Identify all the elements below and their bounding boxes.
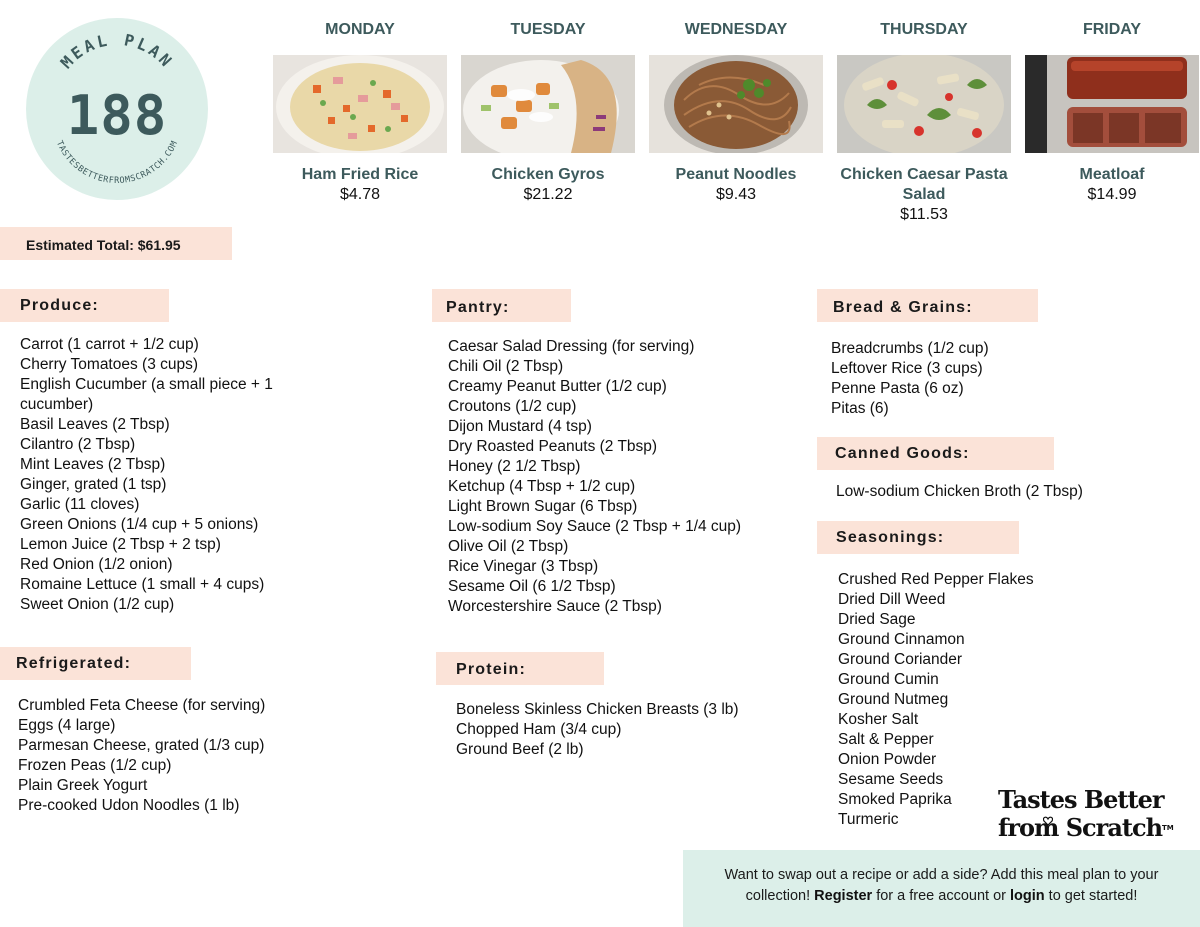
recipe-name[interactable]: Ham Fried Rice bbox=[301, 166, 419, 183]
list-item: Low-sodium Soy Sauce (2 Tbsp + 1/4 cup) bbox=[448, 518, 742, 535]
list-item: Chopped Ham (3/4 cup) bbox=[456, 721, 622, 738]
list-item: Ketchup (4 Tbsp + 1/2 cup) bbox=[448, 478, 636, 495]
list-item: Chili Oil (2 Tbsp) bbox=[448, 358, 564, 375]
chicken-caesar-pasta-salad-photo[interactable] bbox=[837, 55, 1011, 153]
meatloaf-photo[interactable] bbox=[1025, 55, 1199, 153]
list-item: Ground Nutmeg bbox=[838, 691, 949, 708]
login-link[interactable]: login bbox=[1010, 888, 1045, 904]
list-item: Worcestershire Sauce (2 Tbsp) bbox=[448, 598, 662, 615]
list-item: Crushed Red Pepper Flakes bbox=[838, 571, 1034, 588]
bread-grains-list bbox=[831, 339, 989, 419]
heart-icon bbox=[1043, 816, 1053, 826]
list-item: Onion Powder bbox=[838, 751, 937, 768]
list-item: Ground Beef (2 lb) bbox=[456, 741, 584, 758]
day-name: TUESDAY bbox=[510, 21, 586, 38]
list-item: Leftover Rice (3 cups) bbox=[831, 360, 983, 377]
logo-trademark: TM bbox=[1162, 824, 1174, 832]
list-item: Green Onions (1/4 cup + 5 onions) bbox=[20, 516, 259, 533]
bread-grains-heading: Bread & Grains: bbox=[817, 289, 1038, 322]
list-item: Salt & Pepper bbox=[838, 731, 934, 748]
list-item: Dried Sage bbox=[838, 611, 916, 628]
list-item: Ground Cinnamon bbox=[838, 631, 965, 648]
logo-line2 bbox=[998, 814, 1198, 842]
list-item: Pre-cooked Udon Noodles (1 lb) bbox=[18, 797, 240, 814]
day-name: MONDAY bbox=[325, 21, 395, 38]
chicken-gyros-photo[interactable] bbox=[461, 55, 635, 153]
produce-heading: Produce: bbox=[0, 289, 169, 322]
list-item: Breadcrumbs (1/2 cup) bbox=[831, 340, 989, 357]
list-item: Olive Oil (2 Tbsp) bbox=[448, 538, 569, 555]
list-item: Cherry Tomatoes (3 cups) bbox=[20, 356, 199, 373]
list-item: Sesame Seeds bbox=[838, 771, 944, 788]
list-item: Creamy Peanut Butter (1/2 cup) bbox=[448, 378, 667, 395]
list-item: Low-sodium Chicken Broth (2 Tbsp) bbox=[836, 483, 1083, 500]
cta-panel bbox=[683, 850, 1200, 927]
recipe-price: $14.99 bbox=[1087, 186, 1137, 203]
protein-list bbox=[456, 700, 739, 760]
list-item: Ground Cumin bbox=[838, 671, 939, 688]
ham-fried-rice-photo[interactable] bbox=[273, 55, 447, 153]
list-item: Sesame Oil (6 1/2 Tbsp) bbox=[448, 578, 616, 595]
list-item: Ginger, grated (1 tsp) bbox=[20, 476, 167, 493]
cta-text-3: to get started! bbox=[1044, 888, 1138, 904]
pantry-heading: Pantry: bbox=[432, 289, 571, 322]
list-item: Smoked Paprika bbox=[838, 791, 952, 808]
badge-title: MEAL PLAN bbox=[56, 30, 178, 73]
cta-text-2: for a free account or bbox=[872, 888, 1011, 904]
day-monday bbox=[272, 0, 448, 205]
list-item: Boneless Skinless Chicken Breasts (3 lb) bbox=[456, 701, 739, 718]
list-item: Ground Coriander bbox=[838, 651, 963, 668]
produce-list bbox=[20, 335, 273, 615]
day-thursday bbox=[836, 0, 1012, 225]
list-item: Sweet Onion (1/2 cup) bbox=[20, 596, 175, 613]
list-item: Plain Greek Yogurt bbox=[18, 777, 148, 794]
list-item: Caesar Salad Dressing (for serving) bbox=[448, 338, 695, 355]
pantry-list bbox=[448, 337, 741, 617]
protein-heading: Protein: bbox=[436, 652, 604, 685]
canned-goods-heading: Canned Goods: bbox=[817, 437, 1054, 470]
logo-line1: Tastes Better bbox=[998, 785, 1164, 814]
day-name: FRIDAY bbox=[1082, 21, 1142, 38]
list-item: Eggs (4 large) bbox=[18, 717, 116, 734]
list-item: Penne Pasta (6 oz) bbox=[831, 380, 964, 397]
svg-text:MEAL PLAN bbox=[57, 30, 178, 72]
estimated-total: Estimated Total: $61.95 bbox=[0, 227, 232, 260]
list-item: Mint Leaves (2 Tbsp) bbox=[20, 456, 166, 473]
list-item: Romaine Lettuce (1 small + 4 cups) bbox=[20, 576, 265, 593]
refrigerated-heading: Refrigerated: bbox=[0, 647, 191, 680]
peanut-noodles-photo[interactable] bbox=[649, 55, 823, 153]
list-item: Dry Roasted Peanuts (2 Tbsp) bbox=[448, 438, 658, 455]
recipe-price: $11.53 bbox=[900, 206, 948, 223]
refrigerated-list bbox=[18, 696, 265, 816]
list-item: Garlic (11 cloves) bbox=[20, 496, 140, 513]
list-item: Croutons (1/2 cup) bbox=[448, 398, 577, 415]
list-item: Dijon Mustard (4 tsp) bbox=[448, 418, 592, 435]
list-item: Light Brown Sugar (6 Tbsp) bbox=[448, 498, 638, 515]
list-item: English Cucumber (a small piece + 1 bbox=[20, 376, 273, 393]
cta-text-1: Want to swap out a recipe or add a side? Add this meal plan to your collection! bbox=[724, 867, 1159, 904]
list-item: Parmesan Cheese, grated (1/3 cup) bbox=[18, 737, 265, 754]
day-tuesday bbox=[460, 0, 636, 205]
register-link[interactable]: Register bbox=[814, 888, 873, 904]
day-name: THURSDAY bbox=[880, 21, 968, 38]
recipe-name[interactable]: Chicken Gyros bbox=[491, 166, 605, 183]
list-item: Crumbled Feta Cheese (for serving) bbox=[18, 697, 266, 714]
list-item: Rice Vinegar (3 Tbsp) bbox=[448, 558, 599, 575]
list-item: Red Onion (1/2 onion) bbox=[20, 556, 173, 573]
recipe-name[interactable]: Meatloaf bbox=[1079, 166, 1145, 183]
recipe-price: $4.78 bbox=[339, 186, 381, 203]
recipe-price: $9.43 bbox=[715, 186, 757, 203]
recipe-name[interactable]: Chicken Caesar Pasta Salad bbox=[840, 166, 1008, 203]
logo-line2-text: from Scratch bbox=[998, 813, 1163, 842]
badge-number: 188 bbox=[66, 84, 168, 147]
list-item: Kosher Salt bbox=[838, 711, 919, 728]
list-item: cucumber) bbox=[20, 396, 94, 413]
day-wednesday bbox=[648, 0, 824, 205]
list-item: Frozen Peas (1/2 cup) bbox=[18, 757, 172, 774]
list-item: Cilantro (2 Tbsp) bbox=[20, 436, 136, 453]
brand-logo bbox=[998, 786, 1198, 848]
list-item: Pitas (6) bbox=[831, 400, 889, 417]
list-item: Honey (2 1/2 Tbsp) bbox=[448, 458, 581, 475]
day-friday bbox=[1024, 0, 1200, 205]
recipe-price: $21.22 bbox=[523, 186, 573, 203]
list-item: Lemon Juice (2 Tbsp + 2 tsp) bbox=[20, 536, 221, 553]
list-item: Dried Dill Weed bbox=[838, 591, 946, 608]
badge-site: TASTESBETTERFROMSCRATCH.COM bbox=[53, 139, 181, 186]
canned-goods-list bbox=[836, 482, 1083, 502]
list-item: Carrot (1 carrot + 1/2 cup) bbox=[20, 336, 199, 353]
list-item: Basil Leaves (2 Tbsp) bbox=[20, 416, 170, 433]
list-item: Turmeric bbox=[838, 811, 899, 828]
day-name: WEDNESDAY bbox=[684, 21, 788, 38]
seasonings-heading: Seasonings: bbox=[817, 521, 1019, 554]
recipe-name[interactable]: Peanut Noodles bbox=[675, 166, 797, 183]
meal-plan-badge bbox=[26, 18, 208, 200]
